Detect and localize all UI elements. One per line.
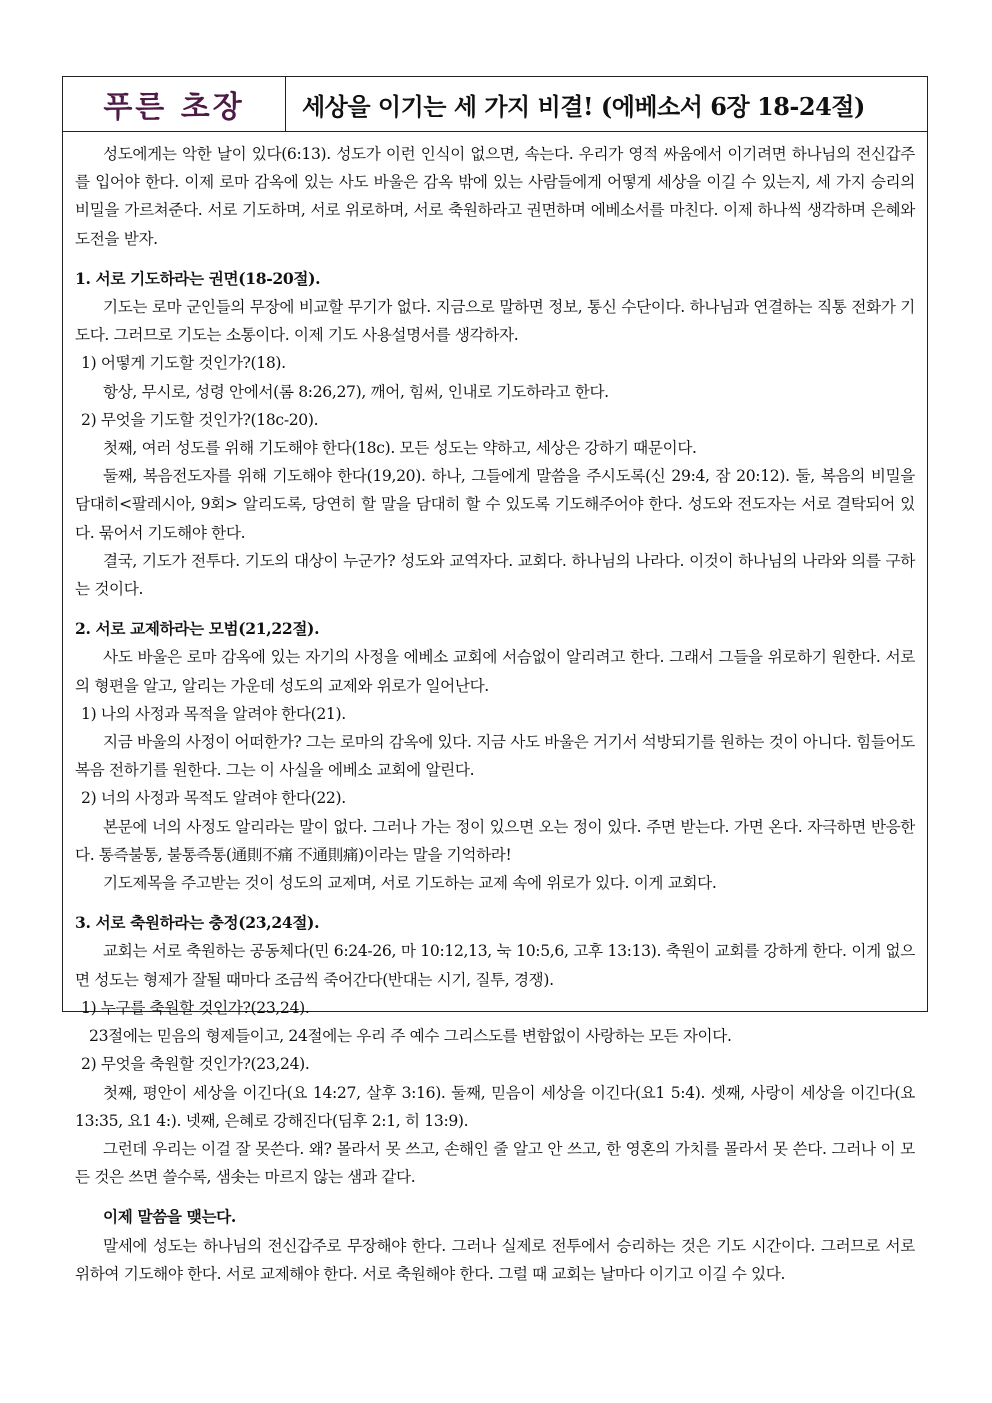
section-1-heading: 1. 서로 기도하라는 권면(18-20절). — [75, 268, 321, 288]
spacer — [75, 1191, 915, 1203]
sermon-outline-box — [62, 76, 928, 1283]
section-3-paragraph: 그런데 우리는 이걸 잘 못쓴다. 왜? 몰라서 못 쓰고, 손해인 줄 알고 안 쓰고, 한 영혼의 가치를 몰라서 못 쓴다. 그러나 이 모든 것은 쓰면 쓸수록, 샘솟는 마르지 않는 샘과 같다. — [75, 1139, 915, 1187]
section-2-paragraph: 사도 바울은 로마 감옥에 있는 자기의 사정을 에베소 교회에 서슴없이 알리려고 한다. 그래서 그들을 위로하기 원한다. 서로의 형편을 알고, 알리는 가운데 성도의 교제와 위로가 일어난다. — [75, 648, 915, 695]
sermon-body — [63, 132, 927, 1288]
intro-paragraph: 성도에게는 악한 날이 있다(6:13). 성도가 이런 인식이 없으면, 속는다. 우리가 영적 싸움에서 이기려면 하나님의 전신갑주를 입어야 한다. 이제 로마 감옥에 있는 사도 바울은 감옥 밖에 있는 사람들에게 어떻게 세상을 이길 수 있는지, 세 가지 승리의 비밀을 가르쳐준다. 서로 기도하며, 서로 위로하며, 서로 축원하라고 권면하며 에베소서를 마친다. 이제 하나씩 생각하며 은혜와 도전을 받자. — [75, 145, 915, 248]
section-3-heading: 3. 서로 축원하라는 충정(23,24절). — [75, 913, 320, 933]
section-3-subheading-1: 1) 누구를 축원할 것인가?(23,24). — [81, 998, 310, 1017]
section-2-subheading-2: 2) 너의 사정과 목적도 알려야 한다(22). — [81, 789, 346, 808]
conclusion-paragraph: 말세에 성도는 하나님의 전신갑주로 무장해야 한다. 그러나 실제로 전투에서 승리하는 것은 기도 시간이다. 그러므로 서로 위하여 기도해야 한다. 서로 교제해야 한다. 서로 축원해야 한다. 그럴 때 교회는 날마다 이기고 이길 수 있다. — [75, 1236, 915, 1283]
section-3-paragraph: 교회는 서로 축원하는 공동체다(민 6:24-26, 마 10:12,13, 눅 10:5,6, 고후 13:13). 축원이 교회를 강하게 한다. 이게 없으면 성도는 형제가 잘될 때마다 조금씩 죽어간다(반대는 시기, 질투, 경쟁). — [75, 942, 915, 989]
section-3-paragraph: 첫째, 평안이 세상을 이긴다(요 14:27, 살후 3:16). 둘째, 믿음이 세상을 이긴다(요1 5:4). 셋째, 사랑이 세상을 이긴다(요 13:35, 요1 4:). 넷째, 은혜로 강해진다(딤후 2:1, 히 13:9). — [75, 1083, 915, 1130]
spacer — [75, 603, 915, 615]
section-1-paragraph: 첫째, 여러 성도를 위해 기도해야 한다(18c). 모든 성도는 약하고, 세상은 강하기 때문이다. — [103, 439, 697, 458]
conclusion-heading: 이제 말씀을 맺는다. — [103, 1207, 236, 1227]
spacer — [75, 253, 915, 265]
section-1-paragraph: 둘째, 복음전도자를 위해 기도해야 한다(19,20). 하나, 그들에게 말씀을 주시도록(신 29:4, 잠 20:12). 둘, 복음의 비밀을 담대히<팔레시아, 9회> 알리도록, 당연히 할 말을 담대히 할 수 있도록 기도해주어야 한다. 성도와 전도자는 서로 결탁되어 있다. 묶어서 기도해야 한다. — [75, 467, 915, 542]
section-2-heading: 2. 서로 교제하라는 모범(21,22절). — [75, 619, 320, 639]
sermon-title: 세상을 이기는 세 가지 비결! (에베소서 6장 18-24절) — [302, 91, 865, 121]
section-3-paragraph: 23절에는 믿음의 형제들이고, 24절에는 우리 주 예수 그리스도를 변함없이 사랑하는 모든 자이다. — [89, 1027, 732, 1046]
section-1-subheading-1: 1) 어떻게 기도할 것인가?(18). — [81, 354, 286, 373]
header-row — [63, 77, 927, 132]
section-1-paragraph: 결국, 기도가 전투다. 기도의 대상이 누군가? 성도와 교역자다. 교회다. 하나님의 나라다. 이것이 하나님의 나라와 의를 구하는 것이다. — [75, 551, 915, 599]
section-2-paragraph: 지금 바울의 사정이 어떠한가? 그는 로마의 감옥에 있다. 지금 사도 바울은 거기서 석방되기를 원하는 것이 아니다. 힘들어도 복음 전하기를 원한다. 그는 이 사실을 에베소 교회에 알린다. — [75, 733, 915, 780]
section-2-subheading-1: 1) 나의 사정과 목적을 알려야 한다(21). — [81, 704, 346, 723]
section-3-subheading-2: 2) 무엇을 축원할 것인가?(23,24). — [81, 1055, 310, 1074]
section-2-paragraph: 본문에 너의 사정도 알리라는 말이 없다. 그러나 가는 정이 있으면 오는 정이 있다. 주면 받는다. 가면 온다. 자극하면 반응한다. 통즉불통, 불통즉통(通則不痛 不通則痛)이라는 말을 기억하라! — [75, 817, 915, 864]
section-1-paragraph: 기도는 로마 군인들의 무장에 비교할 무기가 없다. 지금으로 말하면 정보, 통신 수단이다. 하나님과 연결하는 직통 전화가 기도다. 그러므로 기도는 소통이다. 이제 기도 사용설명서를 생각하자. — [75, 298, 915, 345]
spacer — [75, 897, 915, 909]
bulletin-section-name: 푸른 초장 — [63, 77, 286, 131]
section-1-subheading-2: 2) 무엇을 기도할 것인가?(18c-20). — [81, 410, 319, 429]
section-1-paragraph: 항상, 무시로, 성령 안에서(롬 8:26,27), 깨어, 힘써, 인내로 기도하라고 한다. — [103, 382, 609, 401]
section-2-paragraph: 기도제목을 주고받는 것이 성도의 교제며, 서로 기도하는 교제 속에 위로가 있다. 이게 교회다. — [103, 874, 717, 893]
